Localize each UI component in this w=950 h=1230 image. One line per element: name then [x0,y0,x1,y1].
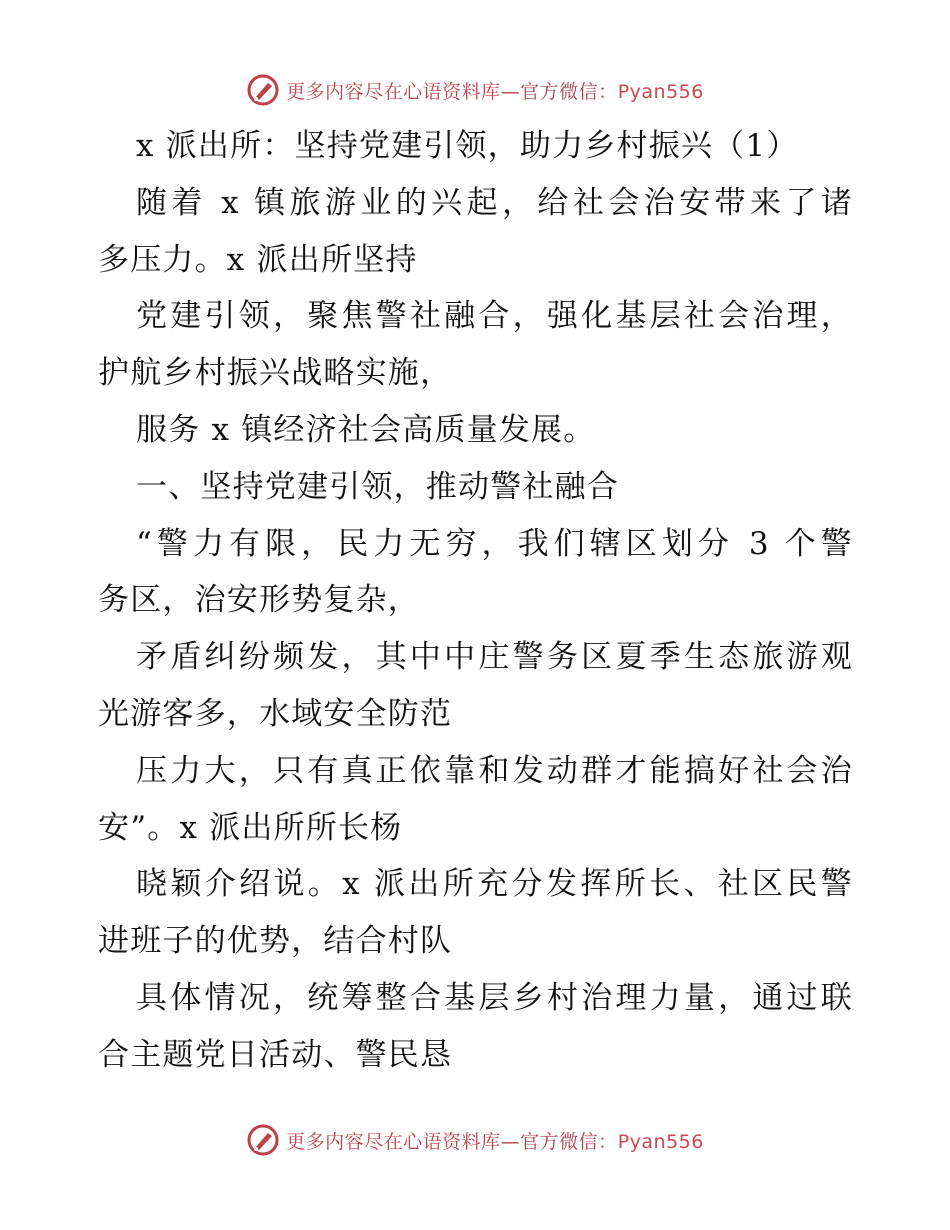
paragraph-line: 矛盾纠纷频发，其中中庄警务区夏季生态旅游观 [136,639,853,676]
pen-logo-icon [246,1123,280,1157]
document-body [98,118,853,1084]
paragraph-line: 压力大，只有真正依靠和发动群才能搞好社会治 [136,752,853,789]
section-heading: 一、坚持党建引领，推动警社融合 [136,468,619,505]
paragraph-line: 服务 x 镇经济社会高质量发展。 [136,411,596,448]
paragraph-line: 护航乡村振兴战略实施， [98,355,453,392]
paragraph-line: “警力有限，民力无穷，我们辖区划分 3 个警 [136,525,853,562]
pen-logo-icon [246,73,280,107]
watermark-banner-bottom [0,1120,950,1160]
paragraph-line: 进班子的优势，结合村队 [98,923,453,960]
paragraph-line: 合主题党日活动、警民恳 [98,1036,453,1073]
paragraph-line: 晓颖介绍说。x 派出所充分发挥所长、社区民警 [136,866,853,903]
paragraph-line: 光游客多，水域安全防范 [98,695,453,732]
watermark-text: 更多内容尽在心语资料库—官方微信：Pyan556 [286,80,704,103]
paragraph-line: 多压力。x 派出所坚持 [98,241,418,278]
watermark-text: 更多内容尽在心语资料库—官方微信：Pyan556 [286,1130,704,1153]
paragraph-line: 安”。x 派出所所长杨 [98,809,403,846]
paragraph-line: 具体情况，统筹整合基层乡村治理力量，通过联 [136,979,853,1016]
paragraph-line: 务区，治安形势复杂， [98,582,420,619]
doc-title: x 派出所：坚持党建引领，助力乡村振兴（1） [136,128,799,164]
watermark-banner-top [0,70,950,110]
paragraph-line: 党建引领，聚焦警社融合，强化基层社会治理， [136,298,853,335]
paragraph-line: 随着 x 镇旅游业的兴起，给社会治安带来了诸 [136,184,853,221]
